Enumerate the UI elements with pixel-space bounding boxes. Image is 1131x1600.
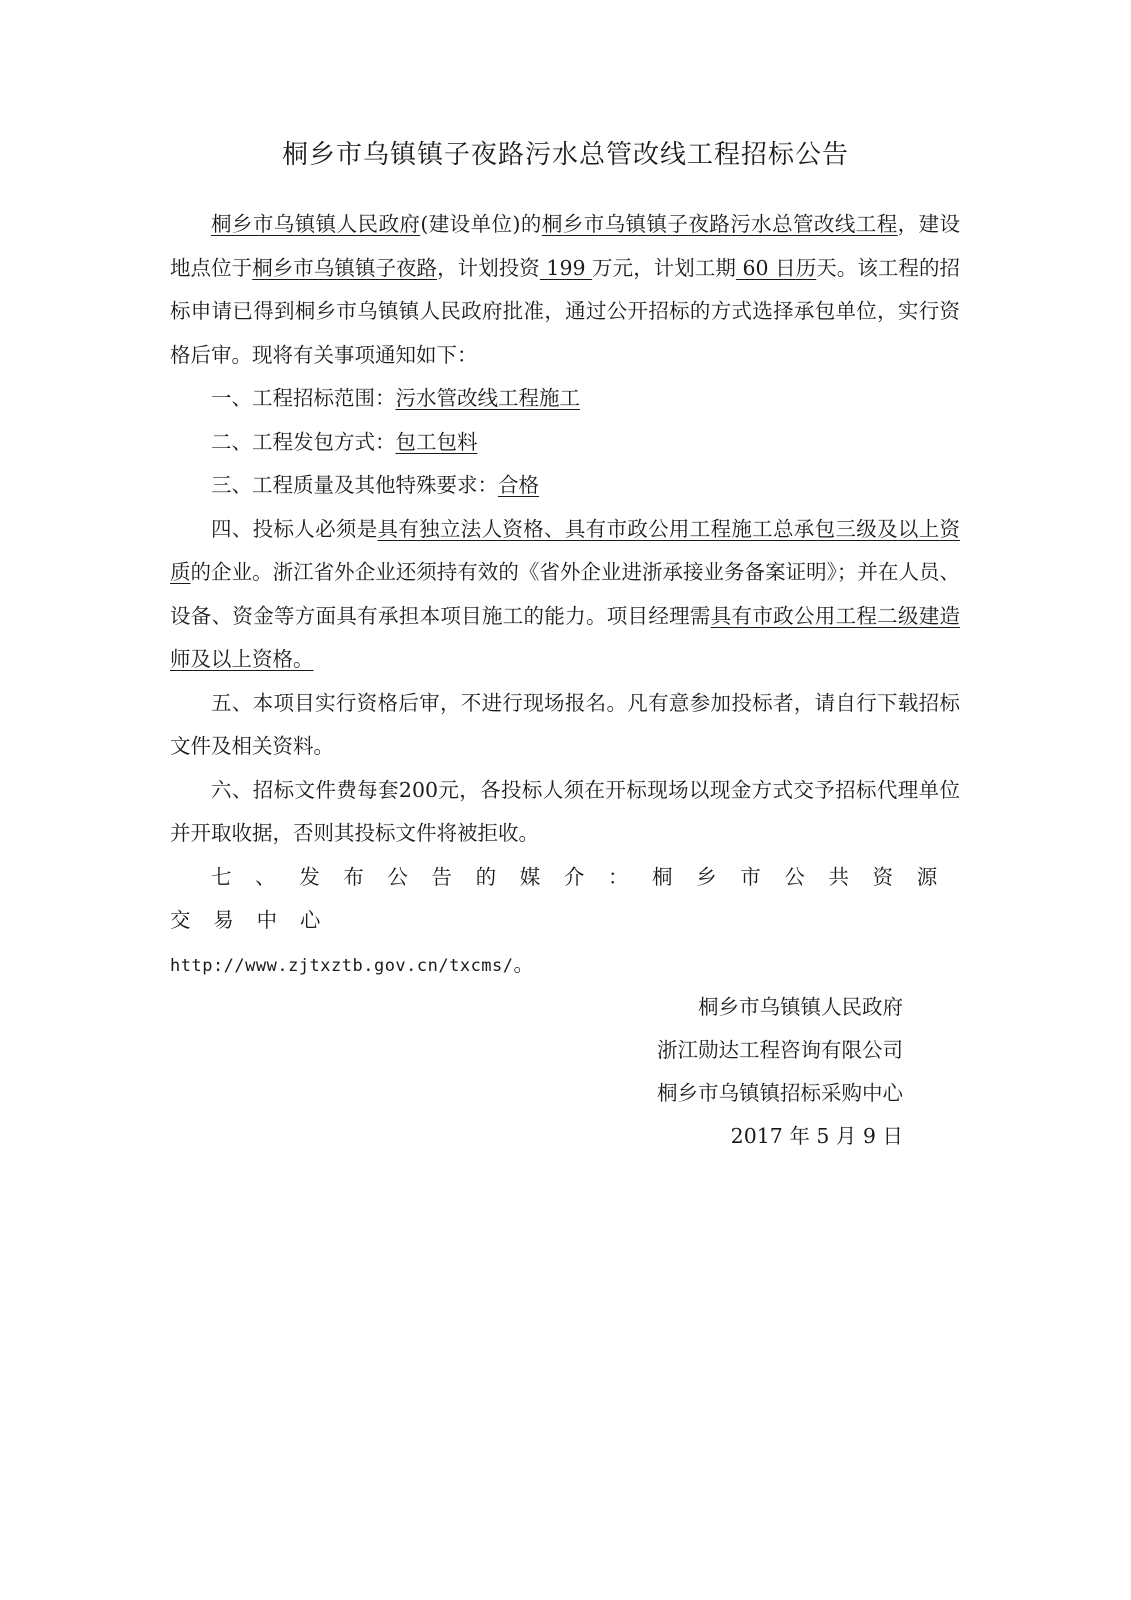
invest-prefix: ，计划投资 bbox=[437, 255, 540, 280]
intro-paragraph bbox=[170, 203, 960, 377]
signature-line-1: 桐乡市乌镇镇人民政府 bbox=[698, 995, 903, 1019]
item-7-label: 七、发布公告的媒介：桐乡市公共资源交易中心 bbox=[170, 864, 960, 932]
item-3 bbox=[170, 464, 960, 508]
item-4-pm-part2: 有市政公用工程二级建造师及以上资格。 bbox=[170, 603, 961, 671]
period-part1: 60 日 bbox=[735, 255, 796, 280]
item-4-prefix: 四、投标人必须是 bbox=[211, 516, 378, 541]
item-4-middle: 的企业。浙江省外企业还须持有效的《省外企业进浙承接业务备案证明》；并在人员、设备、资金等方面具有承担本项目施工的能力。项目经理需 bbox=[170, 560, 961, 628]
item-5: 五、本项目实行资格后审，不进行现场报名。凡有意参加投标者，请自行下载招标文件及相关资料。 bbox=[170, 690, 960, 758]
item-4 bbox=[170, 508, 960, 682]
item-2-label: 二、工程发包方式： bbox=[211, 429, 396, 454]
item-7-url: http://www.zjtxztb.gov.cn/txcms/ bbox=[170, 955, 514, 976]
project-name-part1: 桐乡市乌镇镇子夜路污水总管改线工 bbox=[541, 212, 877, 236]
signature-block bbox=[657, 986, 903, 1158]
item-4-qualification-part1: 具有独立法人资格、具有市政公用工程施工总承包三级及 bbox=[377, 516, 898, 541]
item-6: 六、招标文件费每套200元，各投标人须在开标现场以现金方式交予招标代理单位并开取收据，否则其投标文件将被拒收。 bbox=[170, 777, 960, 845]
item-2 bbox=[170, 421, 960, 465]
item-3-label: 三、工程质量及其他特殊要求： bbox=[211, 473, 498, 497]
item-2-value: 包工包料 bbox=[395, 429, 478, 454]
item-7 bbox=[170, 856, 960, 989]
signature-date: 2017 年 5 月 9 日 bbox=[730, 1124, 903, 1148]
signature-line-2: 浙江勋达工程咨询有限公司 bbox=[657, 1038, 903, 1062]
announcement-body bbox=[170, 203, 960, 988]
intro-tail: 天。该工程的招标申请已得到桐乡市乌镇镇人民政府批准，通过公开招标的方式选择承包单位，实行资格后审。现将有关事项通知如下： bbox=[170, 255, 961, 367]
owner-name: 桐乡市乌镇镇人民政府 bbox=[211, 212, 421, 236]
invest-suffix: 万元，计划工期 bbox=[592, 255, 736, 280]
item-7-end: 。 bbox=[513, 951, 535, 976]
item-3-value: 合格 bbox=[498, 473, 539, 497]
item-1-value: 污水管改线工程施工 bbox=[395, 386, 580, 410]
period-part2: 历 bbox=[795, 255, 817, 280]
signature-line-3: 桐乡市乌镇镇招标采购中心 bbox=[657, 1081, 903, 1105]
project-name-part2: 程 bbox=[876, 212, 898, 236]
announcement-title: 桐乡市乌镇镇子夜路污水总管改线工程招标公告 bbox=[281, 140, 849, 170]
item-4-pm-part1: 具 bbox=[710, 603, 732, 628]
item-1-label: 一、工程招标范围： bbox=[211, 386, 396, 410]
item-1 bbox=[170, 377, 960, 421]
invest-amount: 199 bbox=[539, 255, 593, 280]
item-4-qualification-part2: 以上资质 bbox=[170, 516, 961, 584]
location-prefix: ，建设地点位于 bbox=[170, 212, 961, 280]
owner-suffix: (建设单位)的 bbox=[420, 212, 542, 236]
project-location: 桐乡市乌镇镇子夜路 bbox=[252, 255, 438, 280]
